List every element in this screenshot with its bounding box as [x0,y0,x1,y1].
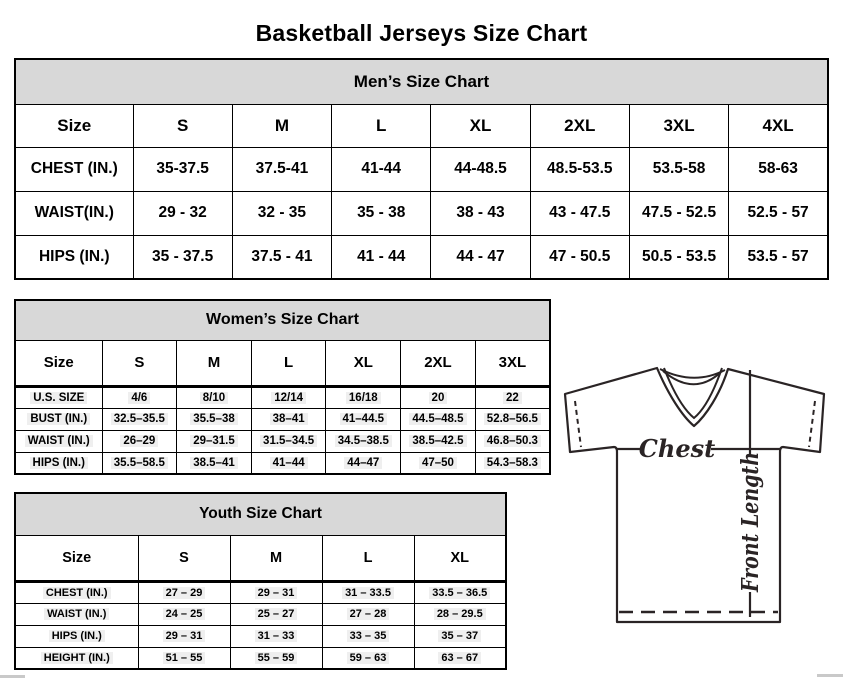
table-cell [138,625,230,647]
cell-value: 53.5-58 [652,160,706,177]
cell-value: 4/6 [128,392,150,404]
table-cell [414,625,506,647]
cell-value: 35.5–58.5 [111,457,168,469]
chest-label: Chest [638,434,716,463]
table-cell [232,191,331,235]
column-header-row [15,340,550,386]
cell-value: 41 - 44 [357,247,406,265]
cell-value: 28 – 29.5 [434,608,486,620]
table-row [15,603,506,625]
table-cell [133,235,232,279]
page-title: Basketball Jerseys Size Chart [255,20,588,47]
table-cell [431,191,530,235]
table-cell [230,647,322,669]
cell-value: 27 – 29 [163,587,206,599]
column-header: XL [414,535,506,581]
cell-value: 54.3–58.3 [484,457,541,469]
cell-value: 63 – 67 [438,652,481,664]
row-label [15,386,102,408]
cell-value: 51 – 55 [163,652,206,664]
table-cell [401,408,476,430]
cell-value: 29–31.5 [190,435,238,447]
table-row [15,191,828,235]
table-cell [530,191,629,235]
cell-value: 47.5 - 52.5 [641,204,717,221]
row-label [15,235,133,279]
cell-value: 16/18 [346,392,381,404]
table-cell [138,647,230,669]
cell-value: 37.5 - 41 [251,247,313,265]
column-header: Size [15,104,133,147]
row-label-text: HIPS (IN.) [38,247,110,265]
table-cell [138,603,230,625]
table-cell [401,386,476,408]
table-cell [133,191,232,235]
row-label [15,147,133,191]
cell-value: 53.5 - 57 [747,247,809,265]
row-label-text: BUST (IN.) [27,413,90,425]
table-cell [177,408,252,430]
row-label [15,191,133,235]
table-row [15,625,506,647]
cell-value: 29 – 31 [163,630,206,642]
cell-value: 47–50 [419,457,457,469]
table-cell [332,235,431,279]
table-cell [431,235,530,279]
table-cell [332,147,431,191]
column-header: 4XL [729,104,828,147]
cell-value: 24 – 25 [163,608,206,620]
column-header: L [251,340,326,386]
table-title: Women’s Size Chart [15,300,550,340]
row-label-text: CHEST (IN.) [43,587,111,599]
table-cell [251,408,326,430]
table-cell [230,625,322,647]
cell-value: 22 [503,392,522,404]
table-cell [729,147,828,191]
cell-value: 44–47 [344,457,382,469]
table-cell [322,647,414,669]
column-header: Size [15,340,102,386]
cell-value: 44-48.5 [454,160,507,177]
table-cell [326,430,401,452]
cell-value: 44.5–48.5 [409,413,466,425]
cell-value: 41–44.5 [340,413,388,425]
table-cell [475,430,550,452]
table-cell [322,581,414,603]
cell-value: 48.5-53.5 [547,160,613,177]
table-title-row [15,59,828,104]
row-label [15,625,138,647]
cell-value: 55 – 59 [255,652,298,664]
column-header: L [322,535,414,581]
cell-value: 46.8–50.3 [484,435,541,447]
cell-value: 35 - 38 [357,204,406,221]
row-label-text: WAIST (IN.) [44,608,109,620]
column-header: M [177,340,252,386]
row-label [15,581,138,603]
row-label-text: WAIST(IN.) [34,204,114,221]
cell-value: 33 – 35 [347,630,390,642]
table-cell [102,452,177,474]
table-cell [326,408,401,430]
table-title: Men’s Size Chart [15,59,828,104]
cell-value: 41-44 [361,160,402,177]
cell-value: 41–44 [270,457,308,469]
cell-value: 8/10 [200,392,228,404]
table-row [15,408,550,430]
horizontal-scrollbar-fragment-right[interactable] [817,674,843,677]
cell-value: 38 - 43 [456,204,505,221]
cell-value: 35-37.5 [156,160,209,177]
table-cell [177,452,252,474]
cell-value: 50.5 - 53.5 [641,247,717,265]
table-cell [629,191,728,235]
table-cell [102,386,177,408]
cell-value: 35 – 37 [438,630,481,642]
youth-size-chart-table [14,492,507,670]
cell-value: 35.5–38 [190,413,238,425]
table-title-row [15,493,506,535]
cell-value: 43 - 47.5 [549,204,611,221]
table-cell [133,147,232,191]
table-cell [251,452,326,474]
table-cell [729,235,828,279]
table-row [15,235,828,279]
table-title-row [15,300,550,340]
row-label-text: WAIST (IN.) [25,435,93,447]
row-label-text: U.S. SIZE [30,392,87,404]
table-cell [332,191,431,235]
table-cell [326,452,401,474]
table-cell [232,235,331,279]
table-cell [414,581,506,603]
cell-value: 34.5–38.5 [335,435,392,447]
cell-value: 12/14 [271,392,306,404]
jersey-outline-path [565,368,824,622]
table-cell [251,386,326,408]
table-title: Youth Size Chart [15,493,506,535]
column-header: 3XL [475,340,550,386]
cell-value: 29 - 32 [158,204,207,221]
table-row [15,452,550,474]
column-header: 2XL [401,340,476,386]
table-row [15,647,506,669]
cell-value: 38–41 [270,413,308,425]
table-cell [629,147,728,191]
column-header: S [138,535,230,581]
cell-value: 27 – 28 [347,608,390,620]
column-header: S [133,104,232,147]
horizontal-scrollbar-fragment-left[interactable] [0,675,25,678]
table-cell [530,235,629,279]
jersey-measurement-diagram [556,356,834,632]
row-label [15,647,138,669]
row-label [15,408,102,430]
table-cell [177,430,252,452]
cell-value: 25 – 27 [255,608,298,620]
table-cell [401,430,476,452]
cell-value: 47 - 50.5 [549,247,611,265]
row-label-text: HEIGHT (IN.) [41,652,113,664]
table-cell [230,581,322,603]
cell-value: 38.5–41 [190,457,238,469]
row-label-text: CHEST (IN.) [30,160,118,177]
column-header-row [15,535,506,581]
column-header: 2XL [530,104,629,147]
table-cell [232,147,331,191]
table-row [15,147,828,191]
jersey-diagram-svg [556,356,834,632]
row-label [15,430,102,452]
table-cell [322,603,414,625]
table-cell [414,603,506,625]
table-cell [102,430,177,452]
table-cell [230,603,322,625]
mens-size-chart-table [14,58,829,280]
table-row [15,581,506,603]
cell-value: 31 – 33 [255,630,298,642]
cell-value: 29 – 31 [255,587,298,599]
table-cell [431,147,530,191]
cell-value: 32 - 35 [257,204,307,221]
table-row [15,430,550,452]
cell-value: 52.5 - 57 [747,204,809,221]
table-cell [414,647,506,669]
front-length-label: Front Length [737,422,764,592]
cell-value: 35 - 37.5 [152,247,214,265]
table-cell [629,235,728,279]
column-header: 3XL [629,104,728,147]
table-cell [475,386,550,408]
table-cell [177,386,252,408]
row-label-text: HIPS (IN.) [49,630,105,642]
cell-value: 31.5–34.5 [260,435,317,447]
cell-value: 58-63 [758,160,798,177]
table-cell [326,386,401,408]
column-header: XL [431,104,530,147]
column-header: Size [15,535,138,581]
table-cell [138,581,230,603]
cell-value: 38.5–42.5 [409,435,466,447]
cell-value: 31 – 33.5 [342,587,394,599]
table-cell [251,430,326,452]
womens-size-chart-table [14,299,551,475]
table-cell [729,191,828,235]
column-header-row [15,104,828,147]
row-label-text: HIPS (IN.) [30,457,88,469]
table-cell [530,147,629,191]
column-header: M [230,535,322,581]
cell-value: 37.5-41 [255,160,309,177]
table-cell [322,625,414,647]
cell-value: 32.5–35.5 [111,413,168,425]
column-header: S [102,340,177,386]
table-cell [475,408,550,430]
table-row [15,386,550,408]
row-label [15,452,102,474]
row-label [15,603,138,625]
cell-value: 33.5 – 36.5 [429,587,490,599]
table-cell [475,452,550,474]
cell-value: 26–29 [120,435,158,447]
table-cell [401,452,476,474]
cell-value: 44 - 47 [456,247,505,265]
column-header: XL [326,340,401,386]
cell-value: 59 – 63 [347,652,390,664]
column-header: L [332,104,431,147]
cell-value: 52.8–56.5 [484,413,541,425]
cell-value: 20 [429,392,448,404]
column-header: M [232,104,331,147]
table-cell [102,408,177,430]
